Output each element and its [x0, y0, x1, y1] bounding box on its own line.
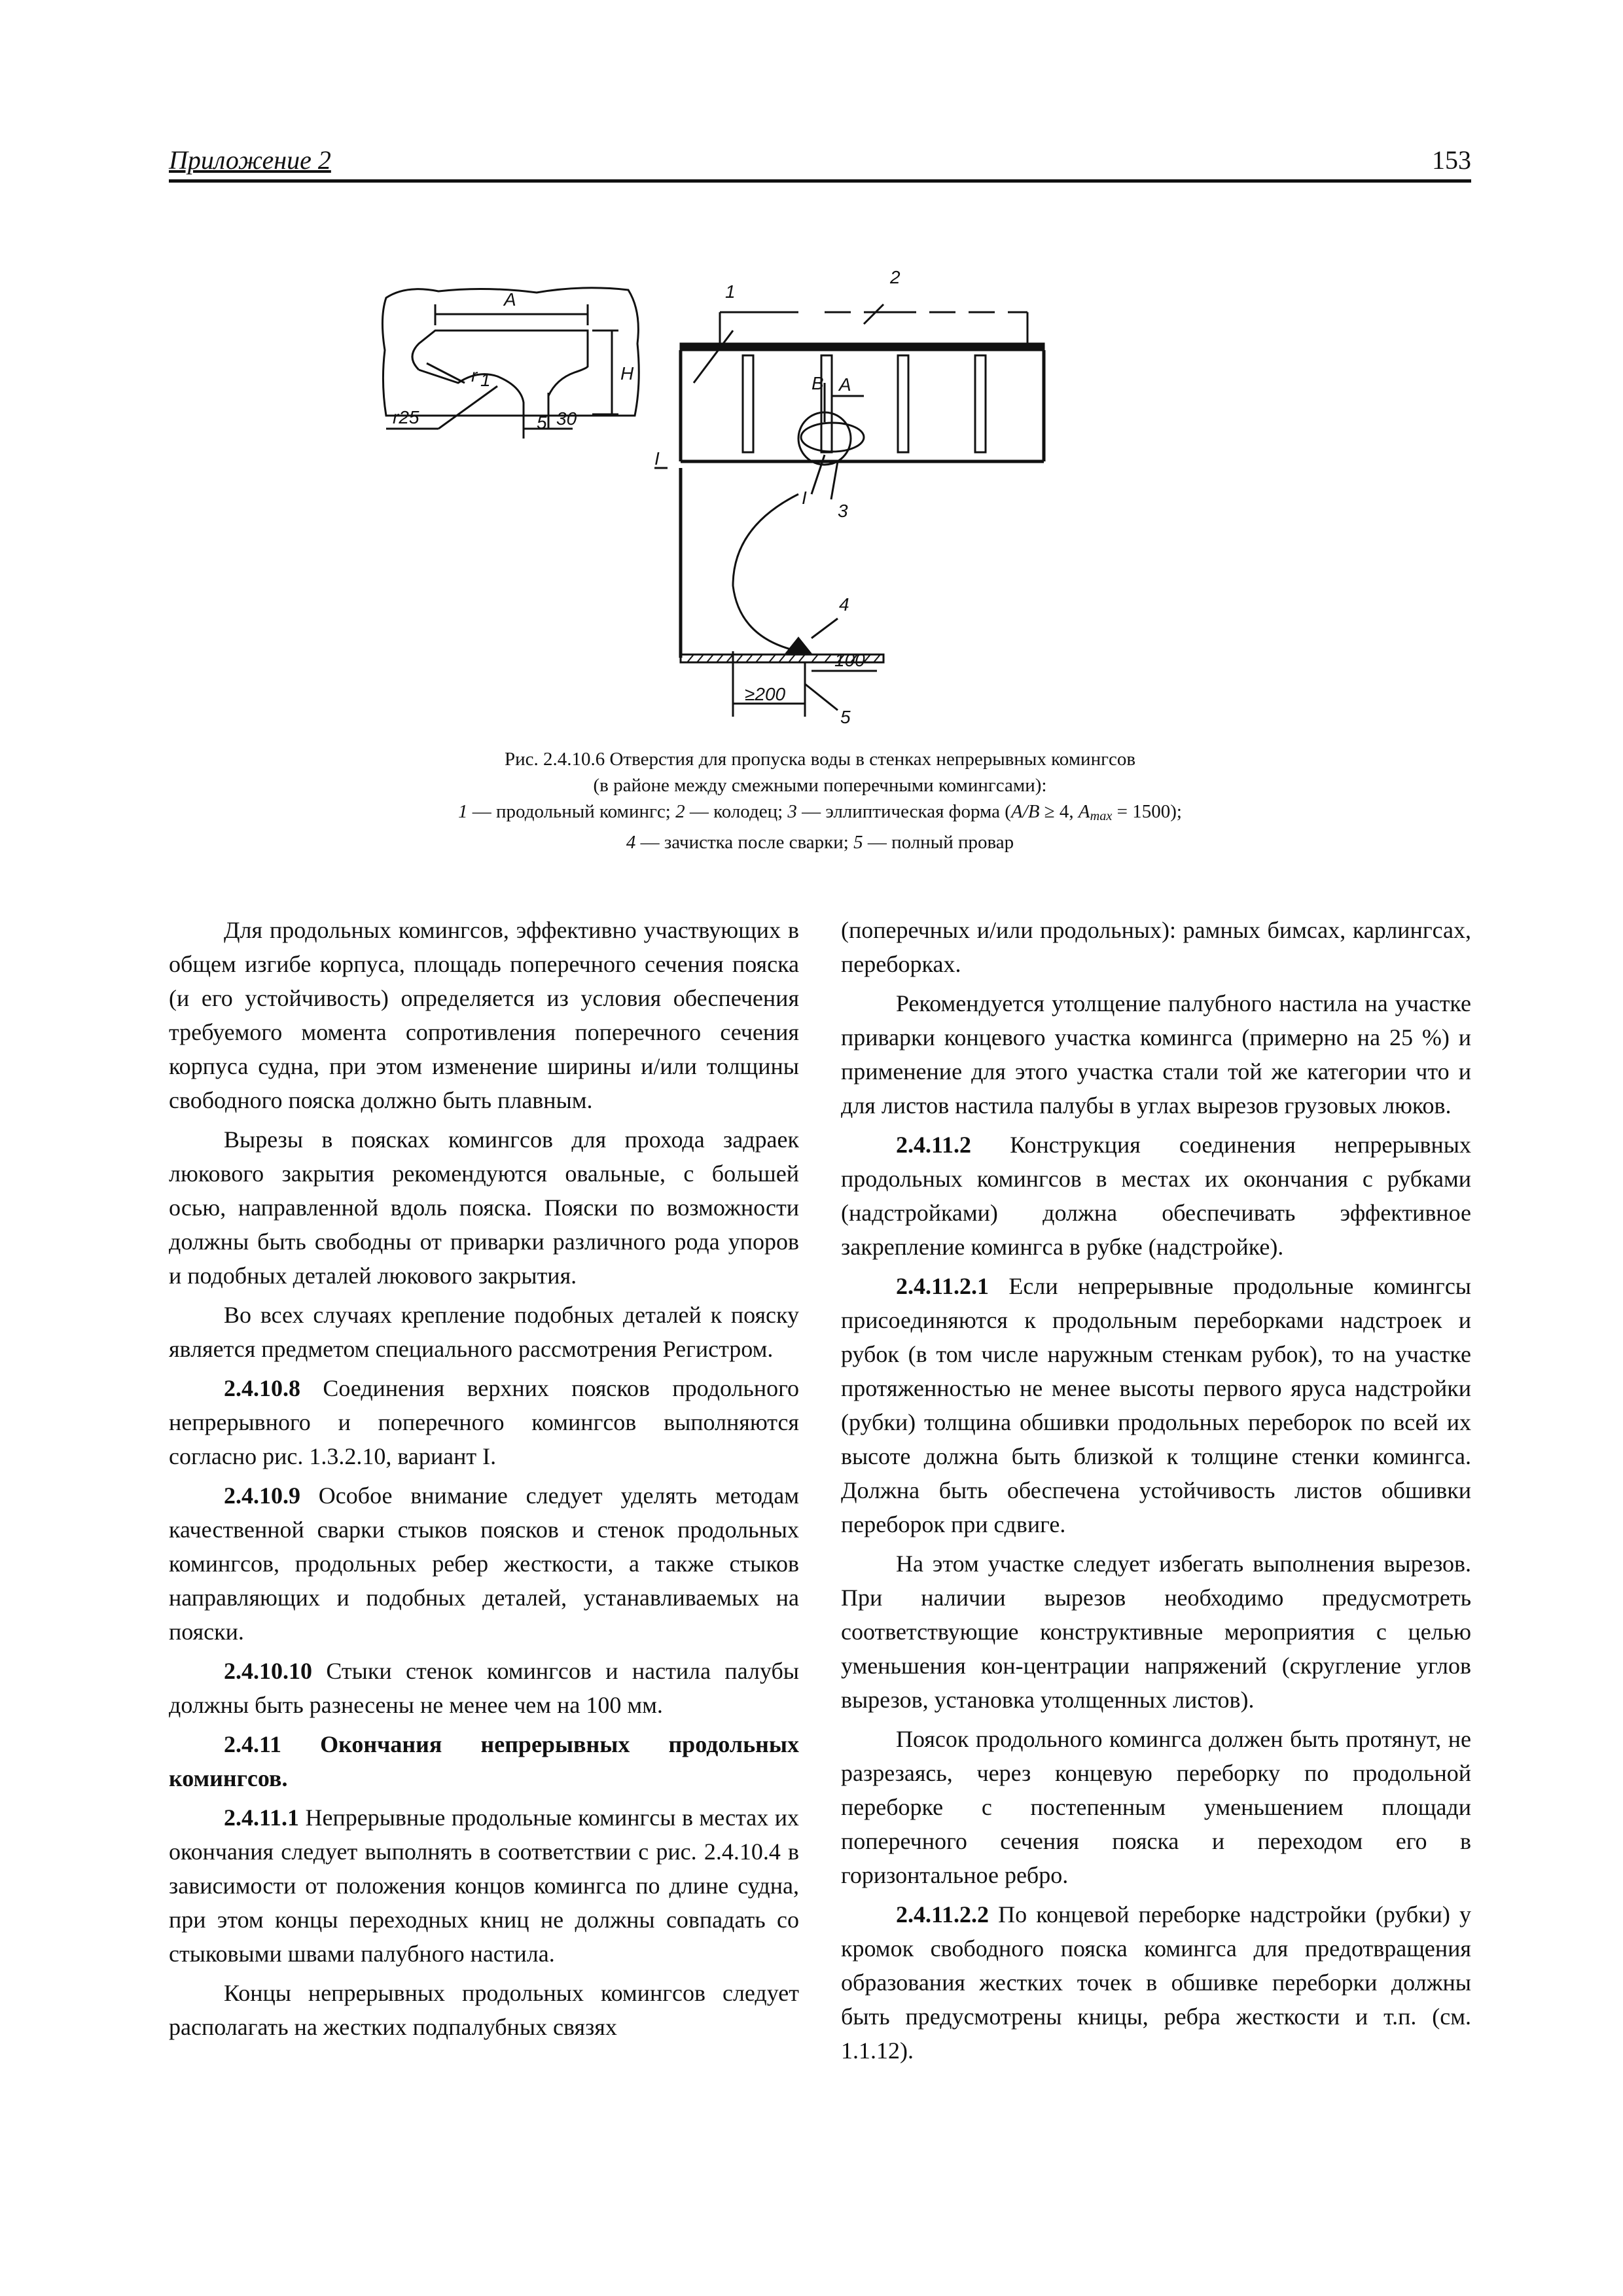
clause-number: 2.4.11.2: [896, 1132, 972, 1158]
paragraph-text: Непрерывные продольные комингсы в местах их окончания следует выполнять в соответствии с рис. 2.4.10.4 в зависимости от положения концов комингса по длине судна, при этом концы переходных книц не должны совпадать со стыковыми швами палубного настила.: [169, 1804, 799, 1967]
paragraph-text: Во всех случаях крепление подобных деталей к пояску является предметом специального рассмотрения Регистром.: [169, 1302, 799, 1362]
caption-line-1: Рис. 2.4.10.6 Отверстия для пропуска воды в стенках непрерывных комингсов: [504, 749, 1136, 770]
label-section-I-2: I: [802, 488, 807, 508]
paragraph: [841, 913, 1471, 981]
label-r25: r25: [393, 407, 419, 427]
paragraph-text: Рекомендуется утолщение палубного настила на участке приварки концевого участка комингса (примерно на 25 %) и применение для этого участка стали той же категории что и для листов настила палубы в углах вырезов грузовых люков.: [841, 990, 1471, 1119]
paragraph: [169, 1479, 799, 1649]
technical-drawing: [366, 252, 1257, 740]
section-heading: Окончания непрерывных продольных комингсов.: [169, 1731, 799, 1791]
paragraph-text: Поясок продольного комингса должен быть протянут, не разрезаясь, через концевую переборку по продольной переборке с постепенным уменьшением площади поперечного сечения пояска и переходом его в горизонтальное ребро.: [841, 1726, 1471, 1888]
clause-number: 2.4.10.9: [224, 1482, 300, 1509]
paragraph: [841, 1897, 1471, 2068]
paragraph: [841, 1128, 1471, 1264]
caption-line-3: 1 — продольный комингс; 2 — колодец; 3 — эллиптическая форма (A/B ≥ 4, $A_{max} = 1500$);: [458, 801, 1182, 823]
label-A-small: A: [839, 374, 851, 395]
paragraph-text: Стыки стенок комингсов и настила палубы должны быть разнесены не менее чем на 100 мм.: [169, 1658, 799, 1718]
drain-hole-outline: [412, 331, 588, 414]
left-text-column: [169, 913, 799, 2049]
callout-2: 2: [890, 267, 901, 287]
callout-4: 4: [839, 594, 849, 615]
clause-number: 2.4.11.2.2: [896, 1901, 990, 1928]
caption-line-4: 4 — зачистка после сварки; 5 — полный провар: [626, 832, 1014, 853]
paragraph-text: На этом участке следует избегать выполнения вырезов. При наличии вырезов необходимо предусмотреть соответствующие конструктивные мероприятия с целью уменьшения кон-центрации напряжений (скругление углов вырезов, установка утолщенных листов).: [841, 1551, 1471, 1713]
paragraph-text: По концевой переборке надстройки (рубки) у кромок свободного пояска комингса для предотвращения образования жестких точек в обшивке переборки должны быть предусмотрены кницы, ребра жесткости и т.п. (см. 1.1.12).: [841, 1901, 1471, 2064]
label-r1-sub: 1: [480, 370, 491, 390]
clause-number: 2.4.10.8: [224, 1375, 300, 1401]
paragraph: [169, 913, 799, 1117]
label-30: 30: [556, 408, 577, 429]
label-B: B: [812, 373, 824, 393]
label-A: A: [504, 289, 516, 310]
page-number: 153: [1432, 145, 1471, 175]
paragraph-text: Если непрерывные продольные комингсы присоединяются к продольным переборками надстроек и рубок (в том числе наружным стенкам рубок), то на участке протяженностью не менее высоты первого яруса надстройки (рубки) толщина обшивки продольных переборок по всей их высоте должна быть близкой к толщине стенки комингса. Должна быть обеспечена устойчивость листов обшивки переборок при сдвиге.: [841, 1273, 1471, 1537]
paragraph-text: Конструкция соединения непрерывных продольных комингсов в местах их окончания с рубками (надстройками) должна обеспечивать эффективное закрепление комингса в рубке (надстройке).: [841, 1132, 1471, 1260]
label-section-I: I: [654, 448, 660, 469]
callout-1: 1: [725, 281, 736, 302]
callout-5: 5: [840, 707, 851, 727]
coaming-top-rail: [681, 344, 1044, 350]
caption-line-2: (в районе между смежными поперечными комингсами):: [593, 775, 1047, 796]
paragraph: [169, 1801, 799, 1971]
clause-number: 2.4.11.2.1: [896, 1273, 990, 1299]
paragraph: [841, 1547, 1471, 1717]
label-H: H: [620, 363, 634, 384]
page-header: [169, 145, 1471, 183]
clause-number: 2.4.11: [224, 1731, 282, 1757]
section-title: Приложение 2: [169, 145, 331, 175]
paragraph-text: (поперечных и/или продольных): рамных бимсах, карлингсах, переборках.: [841, 917, 1471, 977]
section-curve: [733, 494, 798, 651]
paragraph: [841, 986, 1471, 1122]
paragraph-text: Концы непрерывных продольных комингсов следует располагать на жестких подпалубных связях: [169, 1980, 799, 2040]
paragraph-text: Соединения верхних поясков продольного непрерывного и поперечного комингсов выполняются согласно рис. 1.3.2.10, вариант I.: [169, 1375, 799, 1469]
paragraph: [169, 1654, 799, 1722]
paragraph: [169, 1727, 799, 1795]
label-r1: r: [471, 365, 478, 386]
paragraph-text: Вырезы в поясках комингсов для прохода задраек люкового закрытия рекомендуются овальные, с большей осью, направленной вдоль пояска. Пояски по возможности должны быть свободны от приварки различного рода упоров и подобных деталей люкового закрытия.: [169, 1126, 799, 1289]
label-200: ≥200: [745, 684, 786, 704]
figure-caption: [169, 746, 1471, 855]
label-100: 100: [834, 650, 865, 670]
paragraph: [841, 1269, 1471, 1541]
paragraph: [841, 1722, 1471, 1892]
right-text-column: [841, 913, 1471, 2073]
clause-number: 2.4.11.1: [224, 1804, 300, 1831]
paragraph: [169, 1371, 799, 1473]
paragraph: [169, 1298, 799, 1366]
clause-number: 2.4.10.10: [224, 1658, 312, 1684]
paragraph: [169, 1976, 799, 2044]
paragraph: [169, 1122, 799, 1293]
label-5: 5: [537, 412, 547, 433]
paragraph-text: Для продольных комингсов, эффективно участвующих в общем изгибе корпуса, площадь поперечного сечения пояска (и его устойчивость) определяется из условия обеспечения требуемого момента сопротивления поперечного сечения корпуса судна, при этом изменение ширины и/или толщины свободного пояска должно быть плавным.: [169, 917, 799, 1113]
callout-3: 3: [838, 501, 848, 521]
paragraph-text: Особое внимание следует уделять методам качественной сварки стыков поясков и стенок продольных комингсов, продольных ребер жесткости, а также стыков направляющих и подобных деталей, устанавливаемых на пояски.: [169, 1482, 799, 1645]
